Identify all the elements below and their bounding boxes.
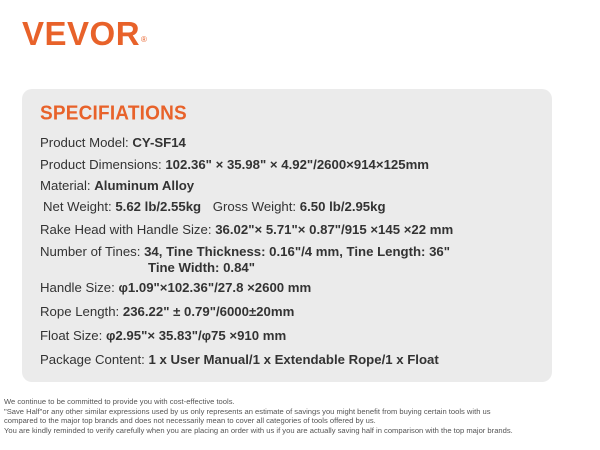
spec-value: φ1.09"×102.36"/27.8 ×2600 mm <box>118 280 312 295</box>
disclaimer <box>4 397 600 436</box>
spec-float-size <box>40 328 286 344</box>
spec-tines <box>40 244 450 260</box>
spec-handle-size <box>40 280 311 296</box>
spec-value: 34, Tine Thickness: 0.16"/4 mm, Tine Length: 36" <box>144 244 451 259</box>
brand-logo <box>22 14 147 54</box>
disclaimer-line: You are kindly reminded to verify carefully when you are placing an order with us if you are actually saving half in comparison with the top major brands. <box>4 426 513 436</box>
spec-value: 5.62 lb/2.55kg <box>115 199 202 214</box>
spec-label: Product Model: <box>40 135 129 150</box>
spec-package-content <box>40 352 439 368</box>
spec-label: Number of Tines: <box>40 244 141 259</box>
spec-value: φ2.95"× 35.83"/φ75 ×910 mm <box>105 328 287 343</box>
spec-value: Tine Width: 0.84" <box>148 260 256 275</box>
spec-label: Package Content: <box>40 352 145 367</box>
spec-label: Net Weight: <box>43 199 112 214</box>
spec-weights <box>43 199 386 215</box>
spec-label: Handle Size: <box>40 280 115 295</box>
spec-value: 6.50 lb/2.95kg <box>299 199 386 214</box>
registered-mark: ® <box>141 35 148 44</box>
spec-label: Material: <box>40 178 91 193</box>
specifications-panel <box>22 89 552 382</box>
spec-label: Gross Weight: <box>212 199 297 214</box>
disclaimer-line: compared to the major top brands and does not necessarily mean to cover all categories of tools offered by us. <box>4 416 376 426</box>
spec-value: 1 x User Manual/1 x Extendable Rope/1 x Float <box>148 352 439 367</box>
spec-value: CY-SF14 <box>132 135 186 150</box>
brand-logo-text: VEVOR <box>22 15 141 52</box>
spec-value: 236.22" ± 0.79"/6000±20mm <box>122 304 295 319</box>
spec-material <box>40 178 194 194</box>
disclaimer-line: We continue to be committed to provide you with cost-effective tools. <box>4 397 235 406</box>
spec-label: Product Dimensions: <box>40 157 162 172</box>
spec-label: Rake Head with Handle Size: <box>40 222 212 237</box>
spec-rope-length <box>40 304 294 320</box>
spec-value: 102.36" × 35.98" × 4.92"/2600×914×125mm <box>165 157 430 172</box>
spec-value: 36.02"× 5.71"× 0.87"/915 ×145 ×22 mm <box>215 222 454 237</box>
spec-label: Rope Length: <box>40 304 120 319</box>
disclaimer-line: "Save Half"or any other similar expressions used by us only represents an estimate of savings you might benefit from buying certain tools with us <box>4 406 491 416</box>
spec-value: Aluminum Alloy <box>94 178 195 193</box>
spec-product-dimensions <box>40 157 429 173</box>
spec-label: Float Size: <box>40 328 103 343</box>
spec-product-model <box>40 135 186 151</box>
spec-tine-width <box>148 260 255 276</box>
specifications-title: SPECIFIATIONS <box>40 102 187 125</box>
spec-rake-head <box>40 222 453 238</box>
